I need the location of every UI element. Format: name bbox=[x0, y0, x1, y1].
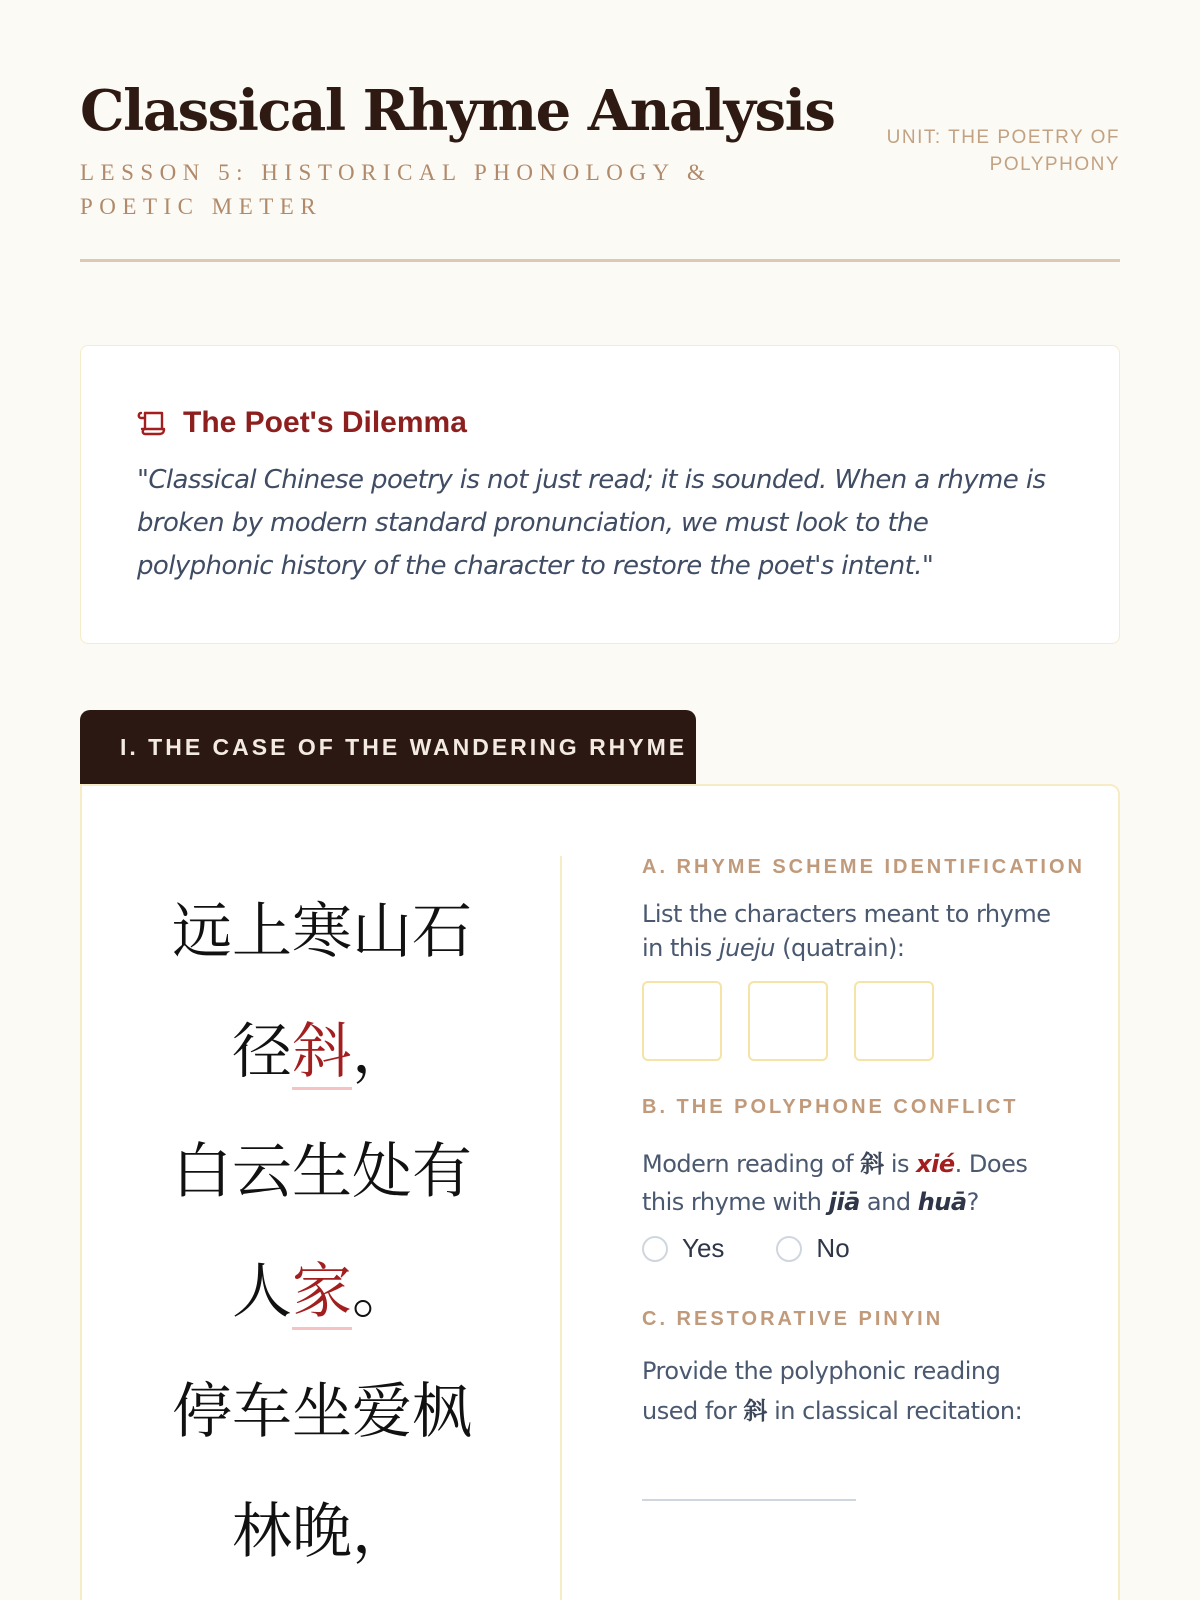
radio-yes[interactable] bbox=[642, 1233, 724, 1264]
question-c-label: C. RESTORATIVE PINYIN bbox=[642, 1308, 944, 1330]
pinyin-input[interactable] bbox=[642, 1461, 856, 1501]
poem-line: 停车坐爱枫 bbox=[172, 1377, 472, 1447]
question-a-prompt: List the characters meant to rhyme in this jueju (quatrain): bbox=[642, 900, 1051, 962]
conflict-radio-group bbox=[642, 1233, 1062, 1264]
poem-line: 人家。 bbox=[162, 1232, 482, 1352]
lesson-subtitle: LESSON 5: HISTORICAL PHONOLOGY & POETIC METER bbox=[80, 160, 712, 219]
rhyme-box-group bbox=[642, 981, 1062, 1061]
rhyme-box-2[interactable] bbox=[748, 981, 828, 1061]
radio-no-label: No bbox=[816, 1233, 850, 1263]
rhyme-character: 斜 bbox=[292, 1017, 352, 1090]
poem-line: 白云生处有 bbox=[172, 1137, 472, 1207]
question-c bbox=[642, 1308, 1062, 1501]
column-divider bbox=[560, 856, 562, 1600]
poem-line: 径斜， bbox=[162, 992, 482, 1112]
dilemma-card bbox=[80, 345, 1120, 644]
page-title: Classical Rhyme Analysis bbox=[80, 78, 835, 144]
header-divider bbox=[80, 259, 1120, 262]
poem-text bbox=[162, 872, 482, 1592]
question-a bbox=[642, 856, 1085, 1061]
radio-yes-label: Yes bbox=[682, 1233, 725, 1263]
dilemma-header bbox=[137, 406, 467, 440]
poem-line: 远上寒山石 bbox=[172, 897, 472, 967]
section-tab: I. THE CASE OF THE WANDERING RHYME bbox=[80, 710, 696, 784]
question-b bbox=[642, 1096, 1062, 1264]
radio-no-circle[interactable] bbox=[776, 1236, 802, 1262]
question-a-label: A. RHYME SCHEME IDENTIFICATION bbox=[642, 856, 1085, 878]
scroll-icon bbox=[137, 409, 167, 437]
question-c-prompt: Provide the polyphonic reading used for 斜 in classical recitation: bbox=[642, 1357, 1023, 1425]
dilemma-quote: "Classical Chinese poetry is not just read; it is sounded. When a rhyme is broken by modern standard pronunciation, we must look to the polyphonic history of the character to restore the poet's intent." bbox=[137, 465, 1046, 581]
section-card bbox=[80, 784, 1120, 1600]
worksheet-page bbox=[80, 0, 1120, 1600]
radio-yes-circle[interactable] bbox=[642, 1236, 668, 1262]
poem-line: 林晚， bbox=[232, 1497, 412, 1567]
dilemma-title: The Poet's Dilemma bbox=[183, 406, 467, 439]
rhyme-character: 家 bbox=[292, 1257, 352, 1330]
rhyme-box-3[interactable] bbox=[854, 981, 934, 1061]
rhyme-box-1[interactable] bbox=[642, 981, 722, 1061]
question-b-prompt: Modern reading of 斜 is xié. Does this rhyme with jiā and huā? bbox=[642, 1150, 1028, 1216]
question-b-label: B. THE POLYPHONE CONFLICT bbox=[642, 1096, 1019, 1118]
radio-no[interactable] bbox=[776, 1233, 849, 1264]
unit-label: UNIT: THE POETRY OF POLYPHONY bbox=[886, 127, 1120, 175]
